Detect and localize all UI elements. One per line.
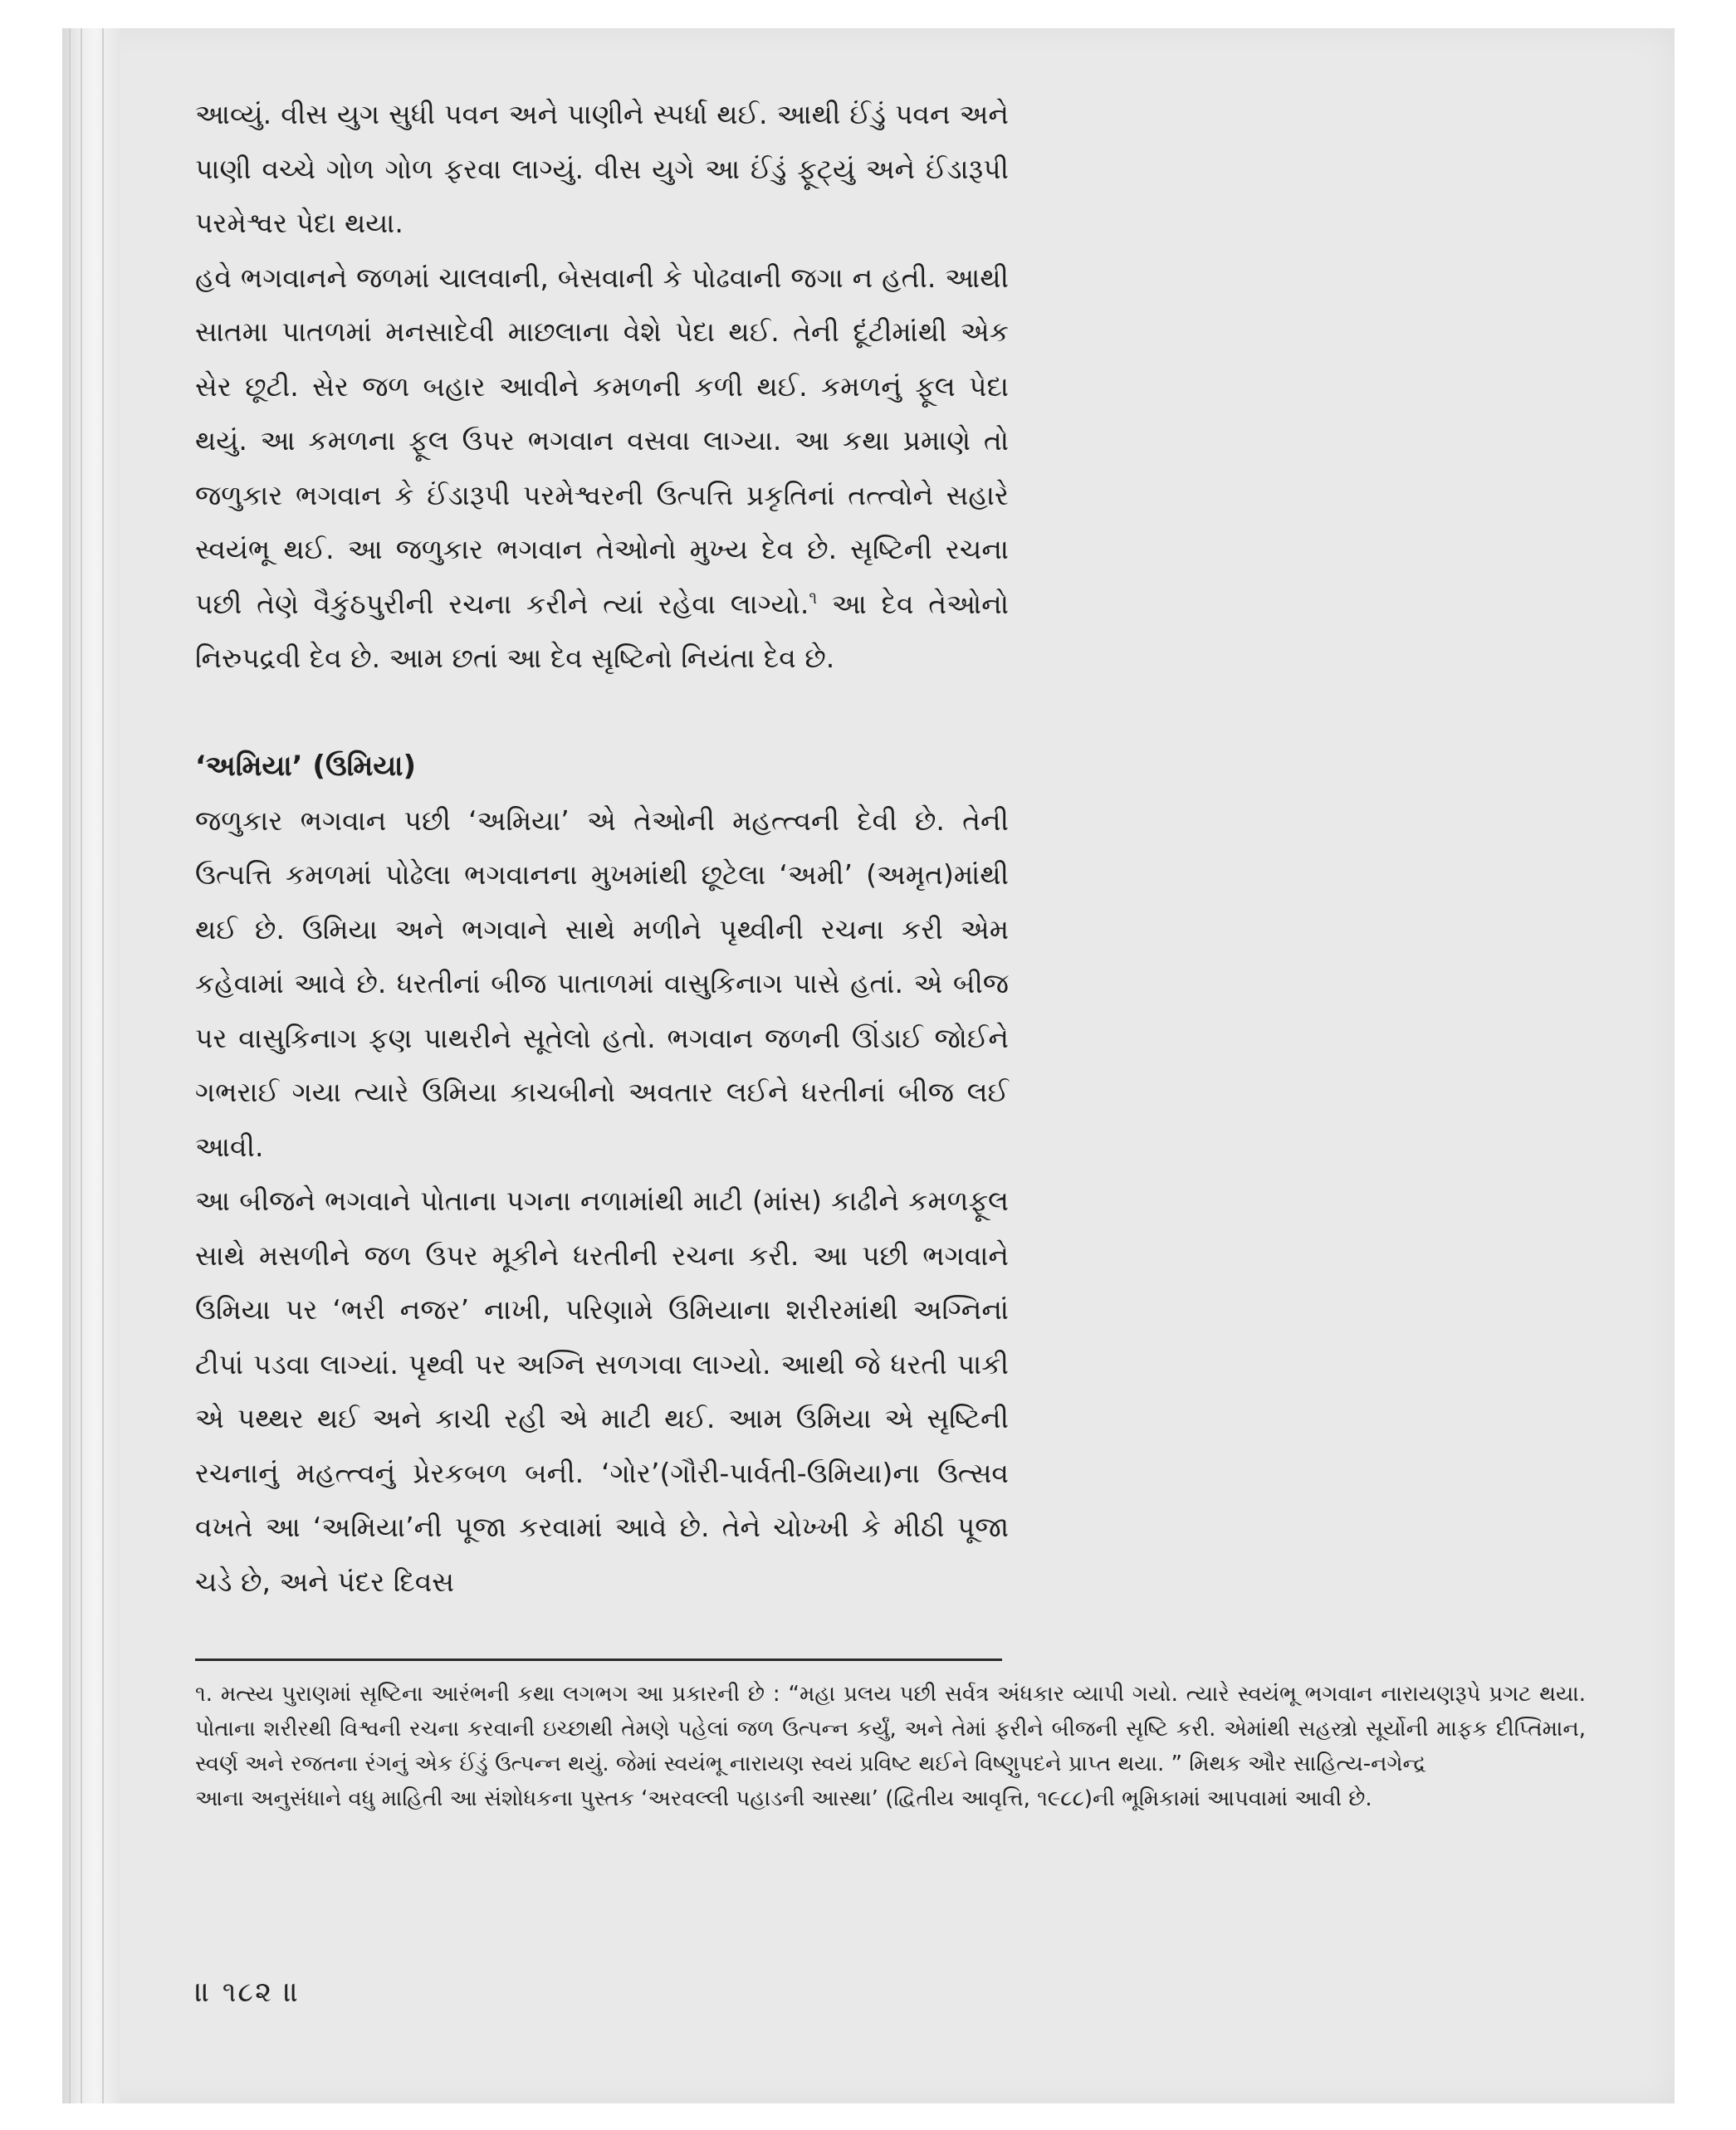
paragraph-text: હવે ભગવાનને જળમાં ચાલવાની, બેસવાની કે પોઢવાની જગા ન હતી. આથી સાતમા પાતળમાં મનસાદેવી માછલાના વેશે પેદા થઈ. તેની દૂંટીમાંથી એક સેર છૂટી. સેર જળ બહાર આવીને કમળની કળી થઈ. કમળનું ફૂલ પેદા થયું. આ કમળના ફૂલ ઉપર ભગવાન વસવા લાગ્યા. આ કથા પ્રમાણે તો જળુકાર ભગવાન કે ઈંડારૂપી પરમેશ્વરની ઉત્પત્તિ પ્રકૃતિનાં તત્ત્વોને સહારે સ્વયંભૂ થઈ. આ જળુકાર ભગવાન તેઓનો મુખ્ય દેવ છે. સૃષ્ટિની રચના પછી તેણે વૈકુંઠપુરીની રચના કરીને ત્યાં રહેવા લાગ્યો. [195, 261, 1009, 620]
paragraph [195, 251, 1009, 686]
section-gap [195, 686, 1009, 740]
paragraph: આ બીજને ભગવાને પોતાના પગના નળામાંથી માટી (માંસ) કાઢીને કમળફૂલ સાથે મસળીને જળ ઉપર મૂકીને ધરતીની રચના કરી. આ પછી ભગવાને ઉમિયા પર ‘ભરી નજર’ નાખી, પરિણામે ઉમિયાના શરીરમાંથી અગ્નિનાં ટીપાં પડવા લાગ્યાં. પૃથ્વી પર અગ્નિ સળગવા લાગ્યો. આથી જે ધરતી પાકી એ પથ્થર થઈ અને કાચી રહી એ માટી થઈ. આમ ઉમિયા એ સૃષ્ટિની રચનાનું મહત્ત્વનું પ્રેરકબળ બની. ‘ગોર’(ગૌરી-પાર્વતી-ઉમિયા)ના ઉત્સવ વખતે આ ‘અમિયા’ની પૂજા કરવામાં આવે છે. તેને ચોખ્ખી કે મીઠી પૂજા ચડે છે, અને પંદર દિવસ [195, 1185, 1009, 1598]
paragraph: આવ્યું. વીસ યુગ સુધી પવન અને પાણીને સ્પર્ધા થઈ. આથી ઈંડું પવન અને પાણી વચ્ચે ગોળ ગોળ ફરવા લાગ્યું. વીસ યુગે આ ઈંડું ફૂટ્યું અને ઈંડારૂપી પરમેશ્વર પેદા થયા. [195, 98, 1009, 239]
paragraph: જળુકાર ભગવાન પછી ‘અમિયા’ એ તેઓની મહત્ત્વની દેવી છે. તેની ઉત્પત્તિ કમળમાં પોઢેલા ભગવાનના મુખમાંથી છૂટેલા ‘અમી’ (અમૃત)માંથી થઈ છે. ઉમિયા અને ભગવાને સાથે મળીને પૃથ્વીની રચના કરી એમ કહેવામાં આવે છે. ધરતીનાં બીજ પાતાળમાં વાસુકિનાગ પાસે હતાં. એ બીજ પર વાસુકિનાગ ફણ પાથરીને સૂતેલો હતો. ભગવાન જળની ઊંડાઈ જોઈને ગભરાઈ ગયા ત્યારે ઉમિયા કાચબીનો અવતાર લઈને ધરતીનાં બીજ લઈ આવી. [195, 804, 1009, 1163]
footnotes [195, 1677, 1586, 1816]
binding-line [81, 28, 82, 2103]
footnote: ૧. મત્સ્ય પુરાણમાં સૃષ્ટિના આરંભની કથા લગભગ આ પ્રકારની છે : “મહા પ્રલય પછી સર્વત્ર અંધકાર વ્યાપી ગયો. ત્યારે સ્વયંભૂ ભગવાન નારાયણરૂપે પ્રગટ થયા. પોતાના શરીરથી વિશ્વની રચના કરવાની ઇચ્છાથી તેમણે પહેલાં જળ ઉત્પન્ન કર્યું, અને તેમાં ફરીને બીજની સૃષ્ટિ કરી. એમાંથી સહસ્ત્રો સૂર્યોની માફક દીપ્તિમાન, સ્વર્ણ અને રજતના રંગનું એક ઈંડું ઉત્પન્ન થયું. જેમાં સ્વયંભૂ નારાયણ સ્વયં પ્રવિષ્ટ થઈને વિષ્ણુપદને પ્રાપ્ત થયા. ” મિથક ઔર સાહિત્ય-નગેન્દ્ર [195, 1682, 1586, 1776]
binding-line [102, 28, 104, 2103]
footnote-divider [195, 1659, 1002, 1661]
page-number: ॥ ૧૮૨ ॥ [195, 1976, 301, 2009]
binding-line [69, 28, 71, 2103]
paragraph-text: આ દેવ તેઓનો નિરુપદ્રવી દેવ છે. આમ છતાં આ દેવ સૃષ્ટિનો નિયંતા દેવ છે. [195, 587, 1009, 674]
main-text [195, 87, 1009, 1609]
section-heading: ‘અમિયા’ (ઉમિયા) [195, 749, 417, 783]
binding-edge [62, 28, 120, 2103]
footnote: આના અનુસંધાને વધુ માહિતી આ સંશોધકના પુસ્તક ‘અરવલ્લી પહાડની આસ્થા’ (દ્વિતીય આવૃત્તિ, ૧૯૮૮)ની ભૂમિકામાં આપવામાં આવી છે. [195, 1786, 1372, 1811]
footnote-reference: ૧ [809, 587, 818, 608]
